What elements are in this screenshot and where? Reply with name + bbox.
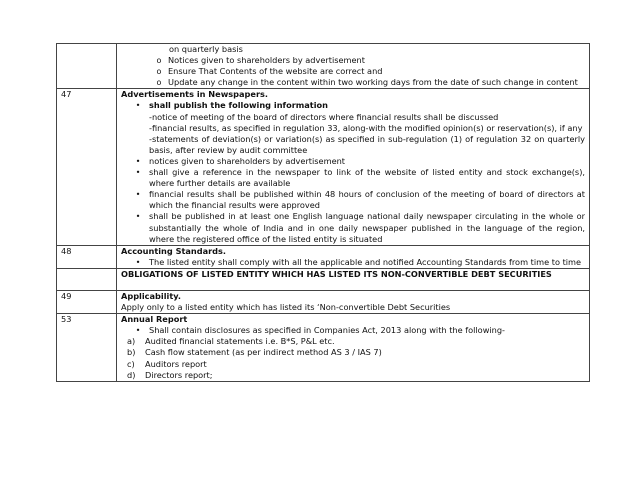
list-item: [121, 66, 585, 77]
list-item: [121, 156, 585, 167]
list-item: [121, 100, 585, 111]
clause-content-cell: [117, 314, 590, 382]
section-heading: OBLIGATIONS OF LISTED ENTITY WHICH HAS LISTED ITS NON-CONVERTIBLE DEBT SECURITIES: [121, 268, 552, 279]
circle-bullet-icon: o: [156, 56, 162, 66]
circle-bullet-icon: o: [156, 78, 162, 88]
list-item: [121, 325, 585, 336]
list-item: [121, 167, 585, 189]
bullet-icon: •: [135, 167, 141, 178]
list-item-text: shall be published in at least one English language national daily newspaper circulating in the whole or substantially the whole of India and in one daily newspaper published in the language of the region, where the registered office of the listed entity is situated: [149, 211, 585, 244]
list-item: [121, 370, 585, 381]
list-item-text: Notices given to shareholders by advertisement: [168, 55, 365, 66]
bullet-icon: •: [135, 211, 141, 222]
clause-number-cell: [57, 44, 117, 89]
list-item-text: notices given to shareholders by advertisement: [149, 155, 346, 166]
list-item-text: financial results shall be published within 48 hours of conclusion of the meeting of board of directors at which the financial results were approved: [149, 189, 585, 211]
table-row: [57, 268, 590, 290]
clause-content-cell: [117, 89, 590, 245]
clause-content-cell: [117, 44, 590, 89]
bullet-icon: •: [135, 325, 141, 336]
sub-text: -notice of meeting of the board of directors where financial results shall be discussed: [149, 111, 499, 122]
clause-title: Applicability.: [121, 290, 181, 301]
clause-number: 49: [57, 290, 117, 313]
list-marker: a): [127, 336, 136, 347]
list-item-text: Directors report;: [145, 369, 213, 380]
list-item-text: shall give a reference in the newspaper to link of the website of listed entity and stock exchange(s), where further details are available: [149, 167, 585, 189]
clause-number: 47: [57, 89, 117, 245]
table-row: [57, 290, 590, 313]
clause-number: 53: [57, 314, 117, 382]
list-item: [121, 359, 585, 370]
bullet-icon: •: [135, 100, 141, 111]
list-item-text: Audited financial statements i.e. B*S, P&L etc.: [145, 336, 335, 347]
table-row: [57, 44, 590, 89]
list-item-text: Shall contain disclosures as specified in Companies Act, 2013 along with the following-: [149, 325, 506, 336]
list-item-text: Cash flow statement (as per indirect method AS 3 / IAS 7): [145, 347, 382, 358]
sub-text: -statements of deviation(s) or variation(s) as specified in sub-regulation (1) of regulation 32 on quarterly basis, after review by audit committee: [149, 133, 585, 155]
list-item: [121, 336, 585, 347]
bullet-icon: •: [135, 256, 141, 267]
table-row: [57, 245, 590, 268]
regulations-table: [56, 43, 590, 382]
section-heading-cell: [117, 268, 590, 290]
list-item-text: The listed entity shall comply with all the applicable and notified Accounting Standards from time to time: [149, 256, 582, 267]
list-item: [121, 77, 585, 88]
clause-title: Advertisements in Newspapers.: [121, 89, 268, 100]
list-marker: b): [127, 347, 136, 358]
table-row: [57, 314, 590, 382]
list-item: [121, 189, 585, 211]
list-marker: d): [127, 369, 136, 380]
clause-content-cell: [117, 290, 590, 313]
list-item: [121, 347, 585, 358]
list-item-text: Ensure That Contents of the website are correct and: [168, 66, 383, 77]
list-marker: c): [127, 358, 135, 369]
list-item-heading: shall publish the following information: [149, 100, 328, 111]
clause-title: Annual Report: [121, 314, 188, 325]
list-item-text: Update any change in the content within two working days from the date of such change in content: [168, 77, 578, 88]
list-item: [121, 55, 585, 66]
bullet-icon: •: [135, 155, 141, 166]
list-item: [121, 211, 585, 244]
clause-text: Apply only to a listed entity which has listed its ‘Non-convertible Debt Securities: [121, 302, 451, 313]
circle-bullet-icon: o: [156, 67, 162, 77]
clause-number: 48: [57, 245, 117, 268]
bullet-icon: •: [135, 189, 141, 200]
list-item: [121, 257, 585, 268]
clause-title: Accounting Standards.: [121, 245, 227, 256]
continuation-text: on quarterly basis: [169, 44, 243, 54]
table-row: [57, 89, 590, 245]
clause-number-cell: [57, 268, 117, 290]
clause-content-cell: [117, 245, 590, 268]
sub-text: -financial results, as specified in regulation 33, along-with the modified opinion(s) or reservation(s), if any: [149, 122, 583, 133]
list-item-text: Auditors report: [145, 358, 207, 369]
